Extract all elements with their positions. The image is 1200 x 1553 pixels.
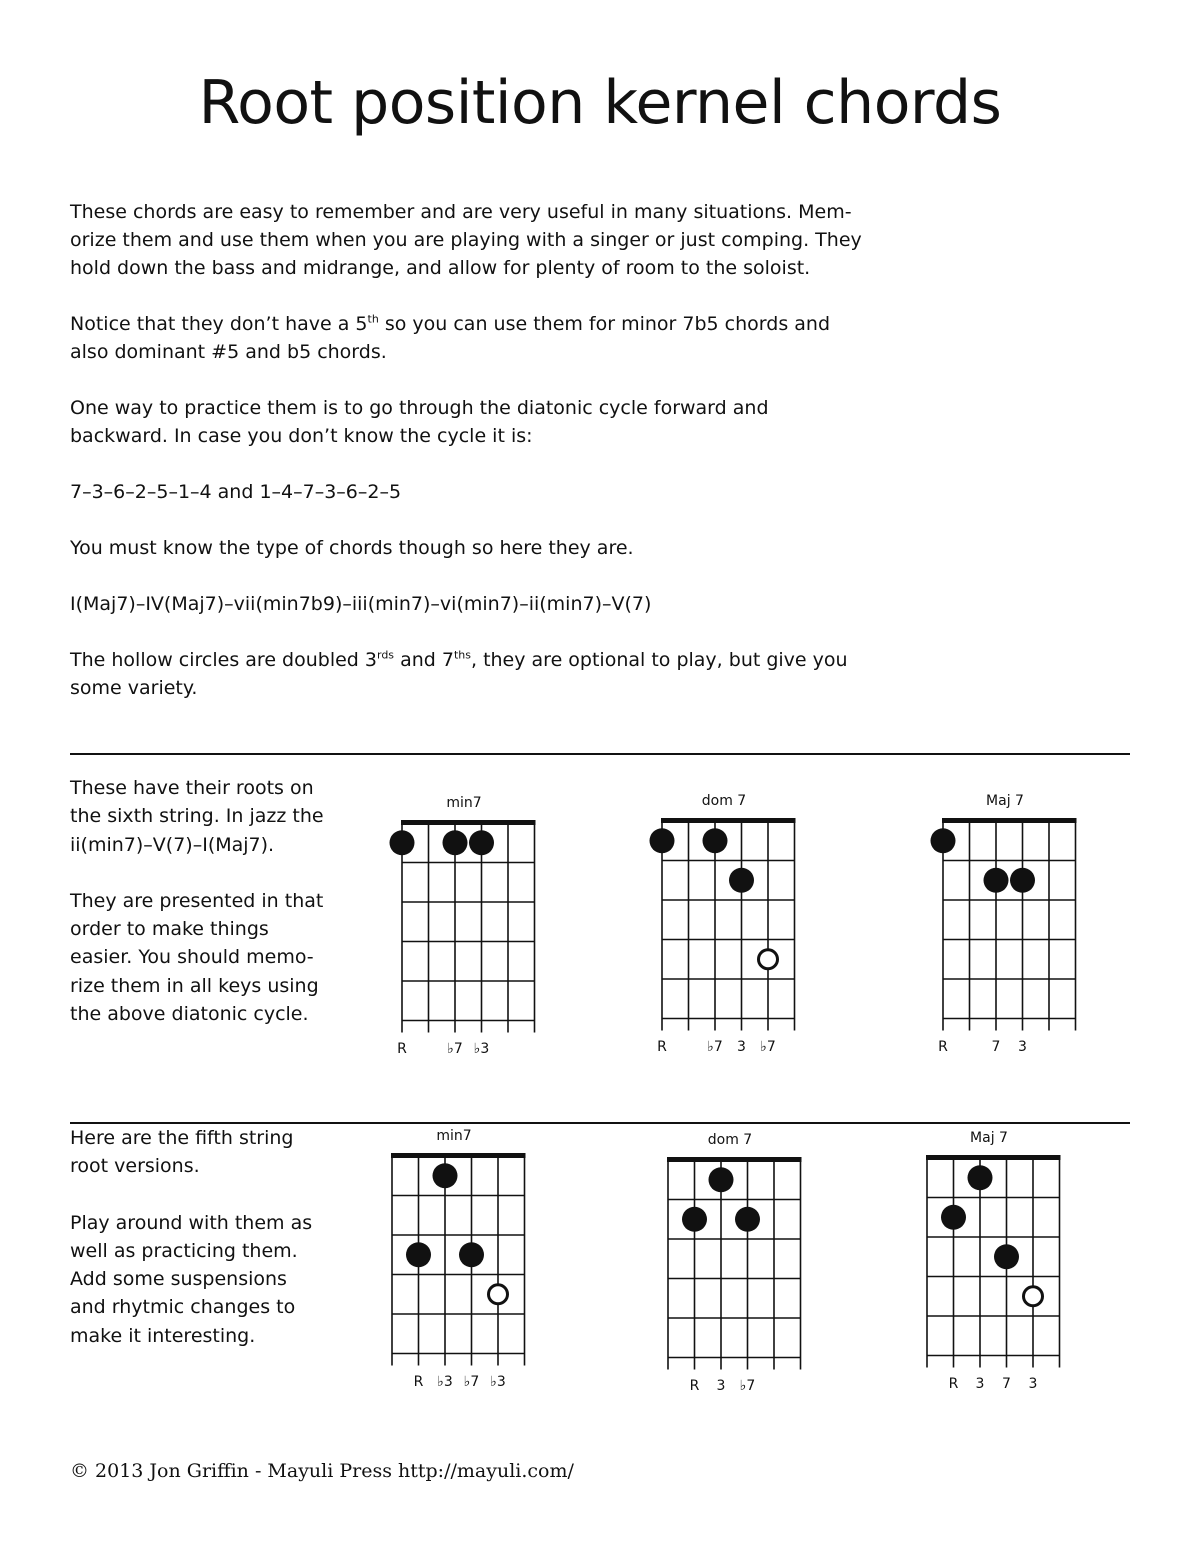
note-dot [459, 1242, 484, 1267]
interval-label: 3 [716, 1377, 726, 1394]
p2-before: Notice that they don’t have a 5 [70, 313, 368, 335]
interval-label: ♭7 [447, 1040, 463, 1057]
note-dot [735, 1207, 760, 1232]
note-dot [931, 828, 956, 853]
chord-name-label: dom 7 [707, 1132, 753, 1148]
nut [391, 1153, 526, 1158]
nut [401, 820, 536, 825]
interval-label: R [689, 1377, 700, 1394]
chord-name-label: min7 [446, 795, 482, 811]
intro-text [70, 198, 870, 730]
interval-label: 3 [975, 1375, 985, 1392]
section2-paragraph-2: Play around with them as well as practicing them. Add some suspensions and rhytmic changes to make it interesting. [70, 1211, 313, 1347]
chord-types-sequence: I(Maj7)–IV(Maj7)–vii(min7b9)–iii(min7)–vi(min7)–ii(min7)–V(7) [70, 593, 652, 615]
interval-label: R [938, 1038, 948, 1055]
interval-label: R [657, 1038, 667, 1055]
chord-name-label: Maj 7 [986, 793, 1024, 809]
interval-label: ♭3 [490, 1373, 506, 1390]
note-dot [941, 1205, 966, 1230]
note-dot [729, 868, 754, 893]
chord-name-label: Maj 7 [970, 1130, 1008, 1146]
cycle-sequence: 7–3–6–2–5–1–4 and 1–4–7–3–6–2–5 [70, 481, 402, 503]
section1-text [70, 774, 325, 1056]
chord-diagram-maj7-fifth-string [889, 1130, 1089, 1420]
interval-label: ♭3 [473, 1040, 490, 1057]
intro-paragraph-5 [70, 646, 870, 702]
section2-text [70, 1124, 325, 1378]
nut [942, 818, 1077, 823]
chord-diagram-min7-sixth-string [364, 795, 564, 1085]
interval-label: R [948, 1375, 959, 1392]
optional-note-dot [489, 1285, 508, 1304]
optional-note-dot [1024, 1287, 1043, 1306]
note-dot [390, 830, 415, 855]
section-divider-1 [70, 753, 1130, 755]
p5-superscript-1: rds [377, 648, 395, 662]
note-dot [433, 1163, 458, 1188]
p5-after: , they are optional to play, but give you some variety. [70, 649, 848, 699]
fretboard-grid [624, 793, 815, 1033]
section2-paragraph-1: Here are the fifth string root versions. [70, 1127, 294, 1178]
intro-paragraph-1: These chords are easy to remember and are very useful in many situations. Mem-orize them and use them when you are playing with a singer or just comping. They hold down the bass and midrange, and allow for plenty of room to the soloist. [70, 201, 862, 279]
p2-after: so you can use them for minor 7b5 chords and also dominant #5 and b5 chords. [70, 313, 831, 363]
intro-paragraph-2 [70, 310, 870, 366]
interval-label: ♭3 [437, 1373, 453, 1390]
intro-paragraph-3: One way to practice them is to go through the diatonic cycle forward and backward. In case you don’t know the cycle it is: [70, 397, 769, 447]
note-dot [984, 868, 1009, 893]
intro-paragraph-4: You must know the type of chords though so here they are. [70, 537, 634, 559]
fretboard-grid [905, 793, 1096, 1033]
interval-label: 3 [737, 1038, 746, 1055]
chord-name-label: min7 [436, 1128, 472, 1144]
chord-diagram-maj7-sixth-string [905, 793, 1105, 1083]
interval-label: ♭7 [463, 1373, 480, 1390]
interval-label: 7 [991, 1038, 1001, 1055]
chord-name-label: dom 7 [701, 793, 747, 809]
fretboard-grid [354, 1128, 545, 1368]
interval-label: 7 [1002, 1375, 1011, 1392]
note-dot [443, 830, 468, 855]
note-dot [1010, 868, 1035, 893]
note-dot [650, 828, 675, 853]
note-dot [994, 1244, 1019, 1269]
interval-label: R [397, 1040, 407, 1057]
section1-paragraph-2: They are presented in that order to make things easier. You should memo-rize them in all keys using the above diatonic cycle. [70, 889, 324, 1026]
page-title: Root position kernel chords [198, 68, 1002, 138]
interval-label: 3 [1028, 1375, 1038, 1392]
section1-paragraph-1: These have their roots on the sixth string. In jazz the ii(min7)–V(7)–I(Maj7). [70, 777, 324, 856]
fretboard-grid [630, 1132, 821, 1372]
p5-before: The hollow circles are doubled 3 [70, 649, 377, 671]
p5-superscript-2: ths [453, 648, 471, 662]
interval-label: ♭7 [739, 1377, 756, 1394]
fretboard-grid [889, 1130, 1080, 1370]
nut [661, 818, 796, 823]
chord-diagram-min7-fifth-string [354, 1128, 554, 1418]
p2-superscript: th [367, 312, 379, 326]
optional-note-dot [759, 950, 778, 969]
p5-mid: and 7 [394, 649, 454, 671]
nut [926, 1155, 1061, 1160]
chord-diagram-dom7-sixth-string [624, 793, 824, 1083]
interval-label: ♭7 [707, 1038, 723, 1055]
note-dot [709, 1167, 734, 1192]
note-dot [406, 1242, 431, 1267]
note-dot [703, 828, 728, 853]
copyright-footer: © 2013 Jon Griffin - Mayuli Press http://mayuli.com/ [70, 1460, 574, 1482]
note-dot [968, 1165, 993, 1190]
nut [667, 1157, 802, 1162]
chord-diagram-dom7-fifth-string [630, 1132, 830, 1422]
interval-label: 3 [1018, 1038, 1027, 1055]
fretboard-grid [364, 795, 555, 1035]
note-dot [682, 1207, 707, 1232]
interval-label: ♭7 [760, 1038, 776, 1055]
note-dot [469, 830, 494, 855]
interval-label: R [413, 1373, 424, 1390]
